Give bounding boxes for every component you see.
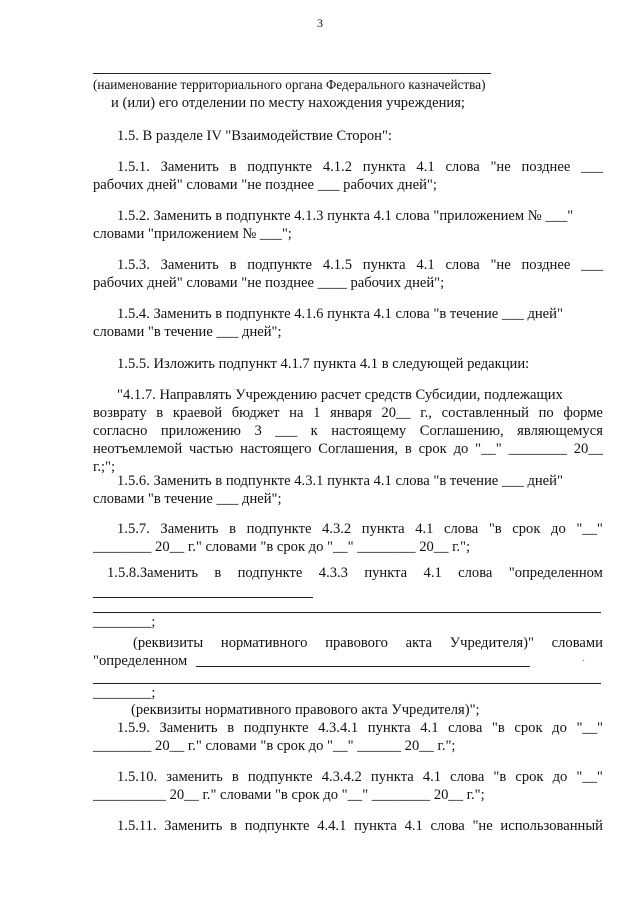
- clause-1-5-3-line2: рабочих дней" словами "не позднее ____ рабочих дней";: [93, 275, 445, 291]
- clause-1-5: 1.5. В разделе IV "Взаимодействие Сторон":: [117, 128, 392, 144]
- clause-1-5-6-line1: 1.5.6. Заменить в подпункте 4.3.1 пункта 4.1 слова "в течение ___ дней": [117, 473, 563, 489]
- clause-1-5-4-line2: словами "в течение ___ дней";: [93, 324, 282, 340]
- page-number: 3: [317, 16, 323, 30]
- clause-1-5-10-line2: __________ 20__ г." словами "в срок до "__" ________ 20__ г.";: [93, 787, 485, 803]
- clause-1-5-7-line2: ________ 20__ г." словами "в срок до "__" ________ 20__ г.";: [93, 539, 471, 555]
- clause-1-5-7-line1: 1.5.7. Заменить в подпункте 4.3.2 пункта 4.1 слова "в срок до "__": [117, 521, 603, 537]
- clause-4-1-7-line2: возврату в краевой бюджет на 1 января 20__ г., составленный по форме: [93, 405, 603, 421]
- clause-1-5-8-line6: (реквизиты нормативного правового акта Учредителя)";: [131, 702, 480, 718]
- clause-1-5-8-line5: ________;: [93, 685, 156, 701]
- blank-line: [93, 683, 601, 684]
- scan-speck: ·: [582, 656, 586, 667]
- clause-4-1-7-line3: согласно приложению 3 ___ к настоящему Соглашению, являющемуся: [93, 423, 603, 439]
- clause-1-5-8-line4: "определенном: [93, 653, 188, 669]
- clause-1-5-9-line2: ________ 20__ г." словами "в срок до "__" ______ 20__ г.";: [93, 738, 456, 754]
- header-line: и (или) его отделении по месту нахождения учреждения;: [111, 95, 465, 111]
- clause-4-1-7-line5: г.;";: [93, 459, 116, 475]
- treasury-caption: (наименование территориального органа Федерального казначейства): [93, 77, 486, 92]
- clause-1-5-3-line1: 1.5.3. Заменить в подпункте 4.1.5 пункта 4.1 слова "не позднее ___: [117, 257, 603, 273]
- clause-4-1-7-line1: "4.1.7. Направлять Учреждению расчет средств Субсидии, подлежащих: [117, 387, 563, 403]
- clause-1-5-8-line3: (реквизиты нормативного правового акта Учредителя)" словами: [133, 635, 603, 651]
- clause-1-5-1-line2: рабочих дней" словами "не позднее ___ рабочих дней";: [93, 177, 437, 193]
- blank-line: [93, 597, 313, 598]
- clause-1-5-8-line2: ________;: [93, 614, 156, 630]
- clause-1-5-8-line1: 1.5.8.Заменить в подпункте 4.3.3 пункта 4.1 слова "определенном: [107, 565, 603, 581]
- clause-4-1-7-line4: неотъемлемой частью настоящего Соглашения, в срок до "__" ________ 20__: [93, 441, 603, 457]
- clause-1-5-10-line1: 1.5.10. заменить в подпункте 4.3.4.2 пункта 4.1 слова "в срок до "__": [117, 769, 603, 785]
- clause-1-5-2-line2: словами "приложением № ___";: [93, 226, 292, 242]
- blank-line: [196, 666, 530, 667]
- clause-1-5-4-line1: 1.5.4. Заменить в подпункте 4.1.6 пункта 4.1 слова "в течение ___ дней": [117, 306, 563, 322]
- clause-1-5-1-line1: 1.5.1. Заменить в подпункте 4.1.2 пункта 4.1 слова "не позднее ___: [117, 159, 603, 175]
- blank-line: [93, 73, 491, 74]
- clause-1-5-2-line1: 1.5.2. Заменить в подпункте 4.1.3 пункта 4.1 слова "приложением № ___": [117, 208, 574, 224]
- clause-1-5-9-line1: 1.5.9. Заменить в подпункте 4.3.4.1 пункта 4.1 слова "в срок до "__": [117, 720, 603, 736]
- blank-line: [93, 612, 601, 613]
- clause-1-5-11-line1: 1.5.11. Заменить в подпункте 4.4.1 пункта 4.1 слова "не использованный: [117, 818, 603, 834]
- clause-1-5-5: 1.5.5. Изложить подпункт 4.1.7 пункта 4.1 в следующей редакции:: [117, 356, 530, 372]
- clause-1-5-6-line2: словами "в течение ___ дней";: [93, 491, 282, 507]
